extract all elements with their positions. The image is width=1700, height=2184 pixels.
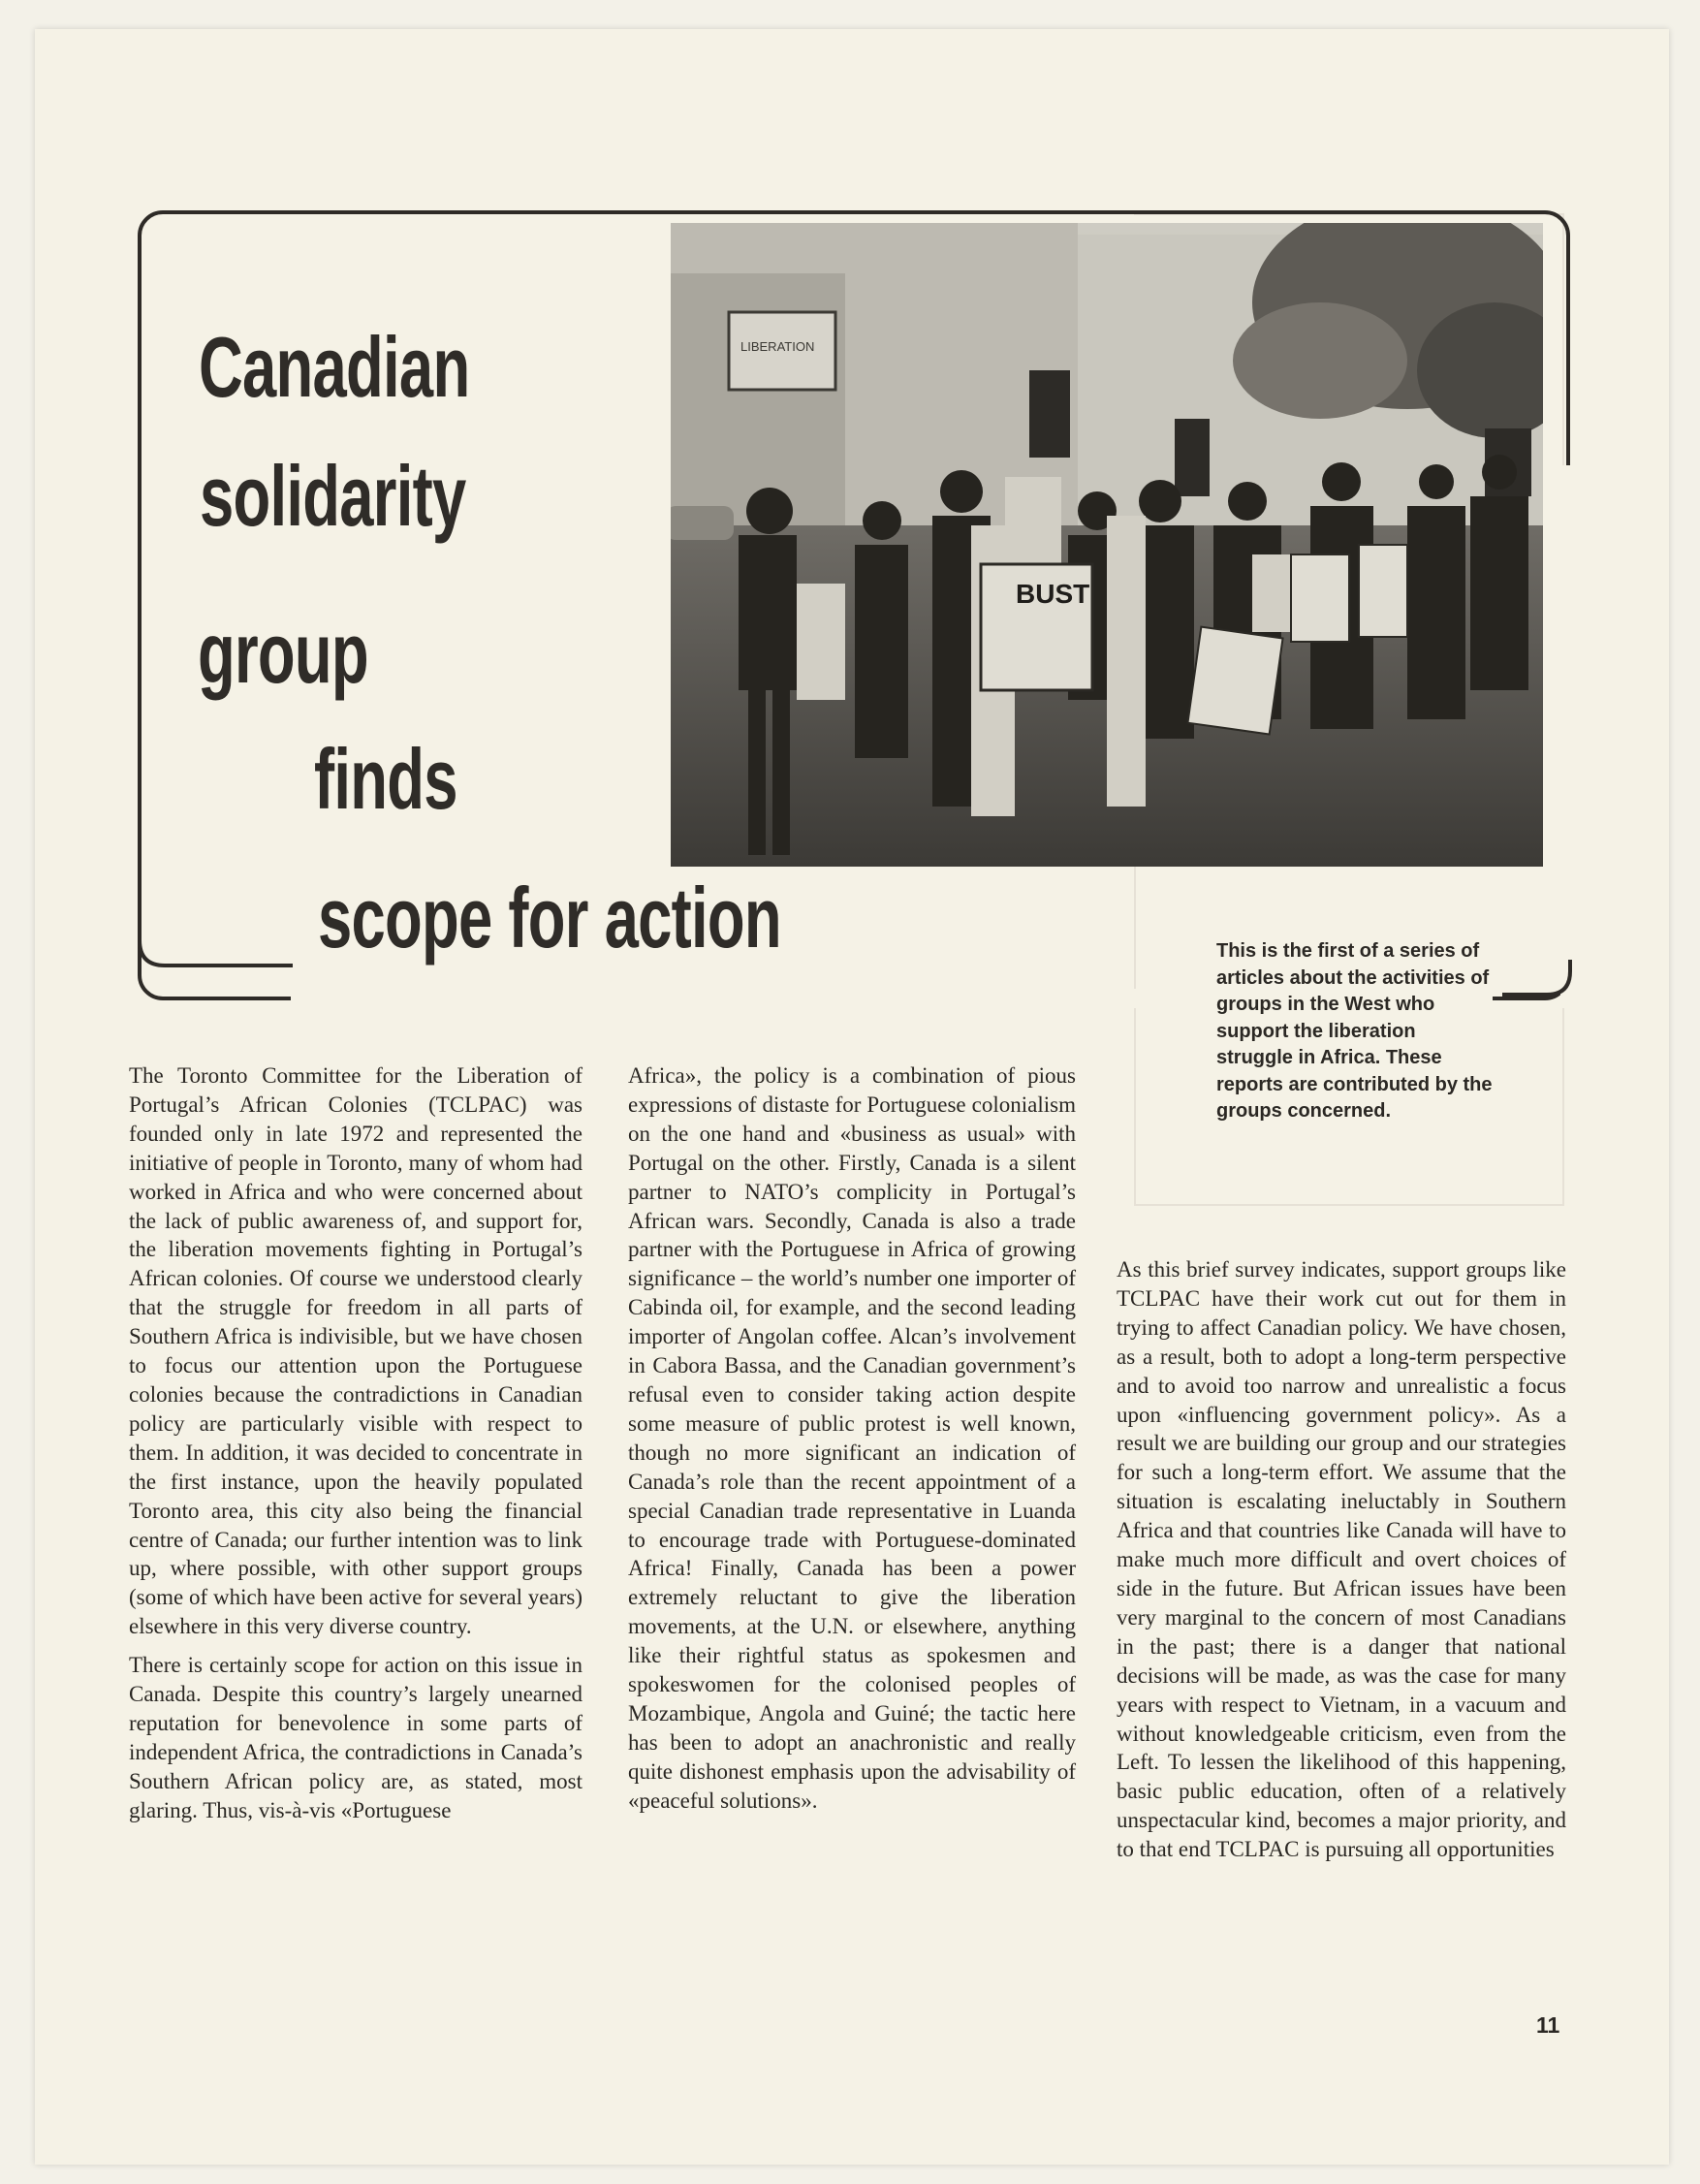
protest-photo [651, 215, 1543, 867]
photo-sign-label: LIBERATION [740, 339, 815, 354]
column-1 [129, 1061, 582, 1825]
headline-line-3: group [198, 605, 368, 701]
column-2-paragraph-1: Africa», the policy is a combination of pious expressions of distaste for Portuguese colonialism on the one hand and «business as usual» with Portugal on the other. Firstly, Canada is a silent partner to NATO’s complicity in Portugal’s African wars. Secondly, Canada is also a trade partner with the Portuguese in Africa of growing significance – the world’s number one importer of Cabinda oil, for example, and the second leading importer of Angolan coffee. Alcan’s involvement in Cabora Bassa, and the Canadian government’s refusal even to consider taking action despite some measure of public protest is well known, though no more significant an indication of Canada’s role than the recent appointment of a special Canadian trade representative in Luanda to encourage trade with Portuguese-dominated Africa! Finally, Canada has been a power extremely reluctant to give the liberation movements, at the U.N. or elsewhere, anything like their rightful status as spokesmen and spokeswomen for the colonised peoples of Mozambique, Angola and Guiné; the tactic here has been to adopt an anachronistic and really quite dishonest emphasis upon the advisability of «peaceful solutions». [628, 1063, 1076, 1813]
headline-line-1: Canadian [199, 319, 470, 415]
callout-intro: This is the first of a series of articles about the activities of groups in the West who support the liberation struggle in Africa. These reports are contributed by the groups concerned. [1216, 940, 1493, 1122]
frame-corner-bottom-left [138, 902, 302, 979]
headline-line-4: finds [314, 731, 457, 827]
frame-gap [1560, 465, 1580, 1008]
column-2 [628, 1061, 1076, 1816]
column-1-paragraph-1: The Toronto Committee for the Liberation of Portugal’s African Colonies (TCLPAC) was founded only in late 1972 and represented the initiative of people in Toronto, many of whom had worked in Africa and who were concerned about the lack of public awareness of, and support for, the liberation movements fighting in Portugal’s African colonies. Of course we understood clearly that the struggle for freedom in all parts of Southern Africa is indivisible, but we have chosen to focus our attention upon the Portuguese colonies because the contradictions in Canadian policy are particularly visible with respect to them. In addition, it was decided to concentrate in the first instance, upon the heavily populated Toronto area, this city also being the financial centre of Canada; our further intention was to link up, where possible, with other support groups (some of which have been active for several years) elsewhere in this very diverse country. [129, 1063, 582, 1639]
column-3 [1117, 1255, 1566, 1864]
headline-line-2: solidarity [200, 448, 466, 544]
frame-corner-bottom-right [1502, 960, 1580, 1008]
column-3-paragraph-1: As this brief survey indicates, support groups like TCLPAC have their work cut out for them in trying to affect Canadian policy. We have chosen, as a result, both to adopt a long-term perspective and to avoid too narrow and unrealistic a focus upon «influencing government policy». As a result we are building our group and our strategies for such a long-term effort. We assume that the situation is escalating ineluctably in Southern Africa and that countries like Canada will have to make much more difficult and overt choices of side in the future. But African issues have been very marginal to the concern of most Canadians in the past; there is a danger that national decisions will be made, as was the case for many years with respect to Vietnam, in a vacuum and without knowledgeable criticism, even from the Left. To lessen the likelihood of this happening, basic public education, often of a relatively unspectacular kind, becomes a major priority, and to that end TCLPAC is pursuing all opportunities [1117, 1257, 1566, 1862]
headline-line-5: scope for action [318, 870, 781, 965]
column-1-paragraph-2: There is certainly scope for action on this issue in Canada. Despite this country’s largely unearned reputation for benevolence in some parts of independent Africa, the contradictions in Canada’s Southern African policy are, as stated, most glaring. Thus, vis-à-vis «Portuguese [129, 1653, 582, 1822]
photo-sign-bust: BUST [1016, 579, 1090, 609]
page-number: 11 [1536, 2012, 1560, 2038]
